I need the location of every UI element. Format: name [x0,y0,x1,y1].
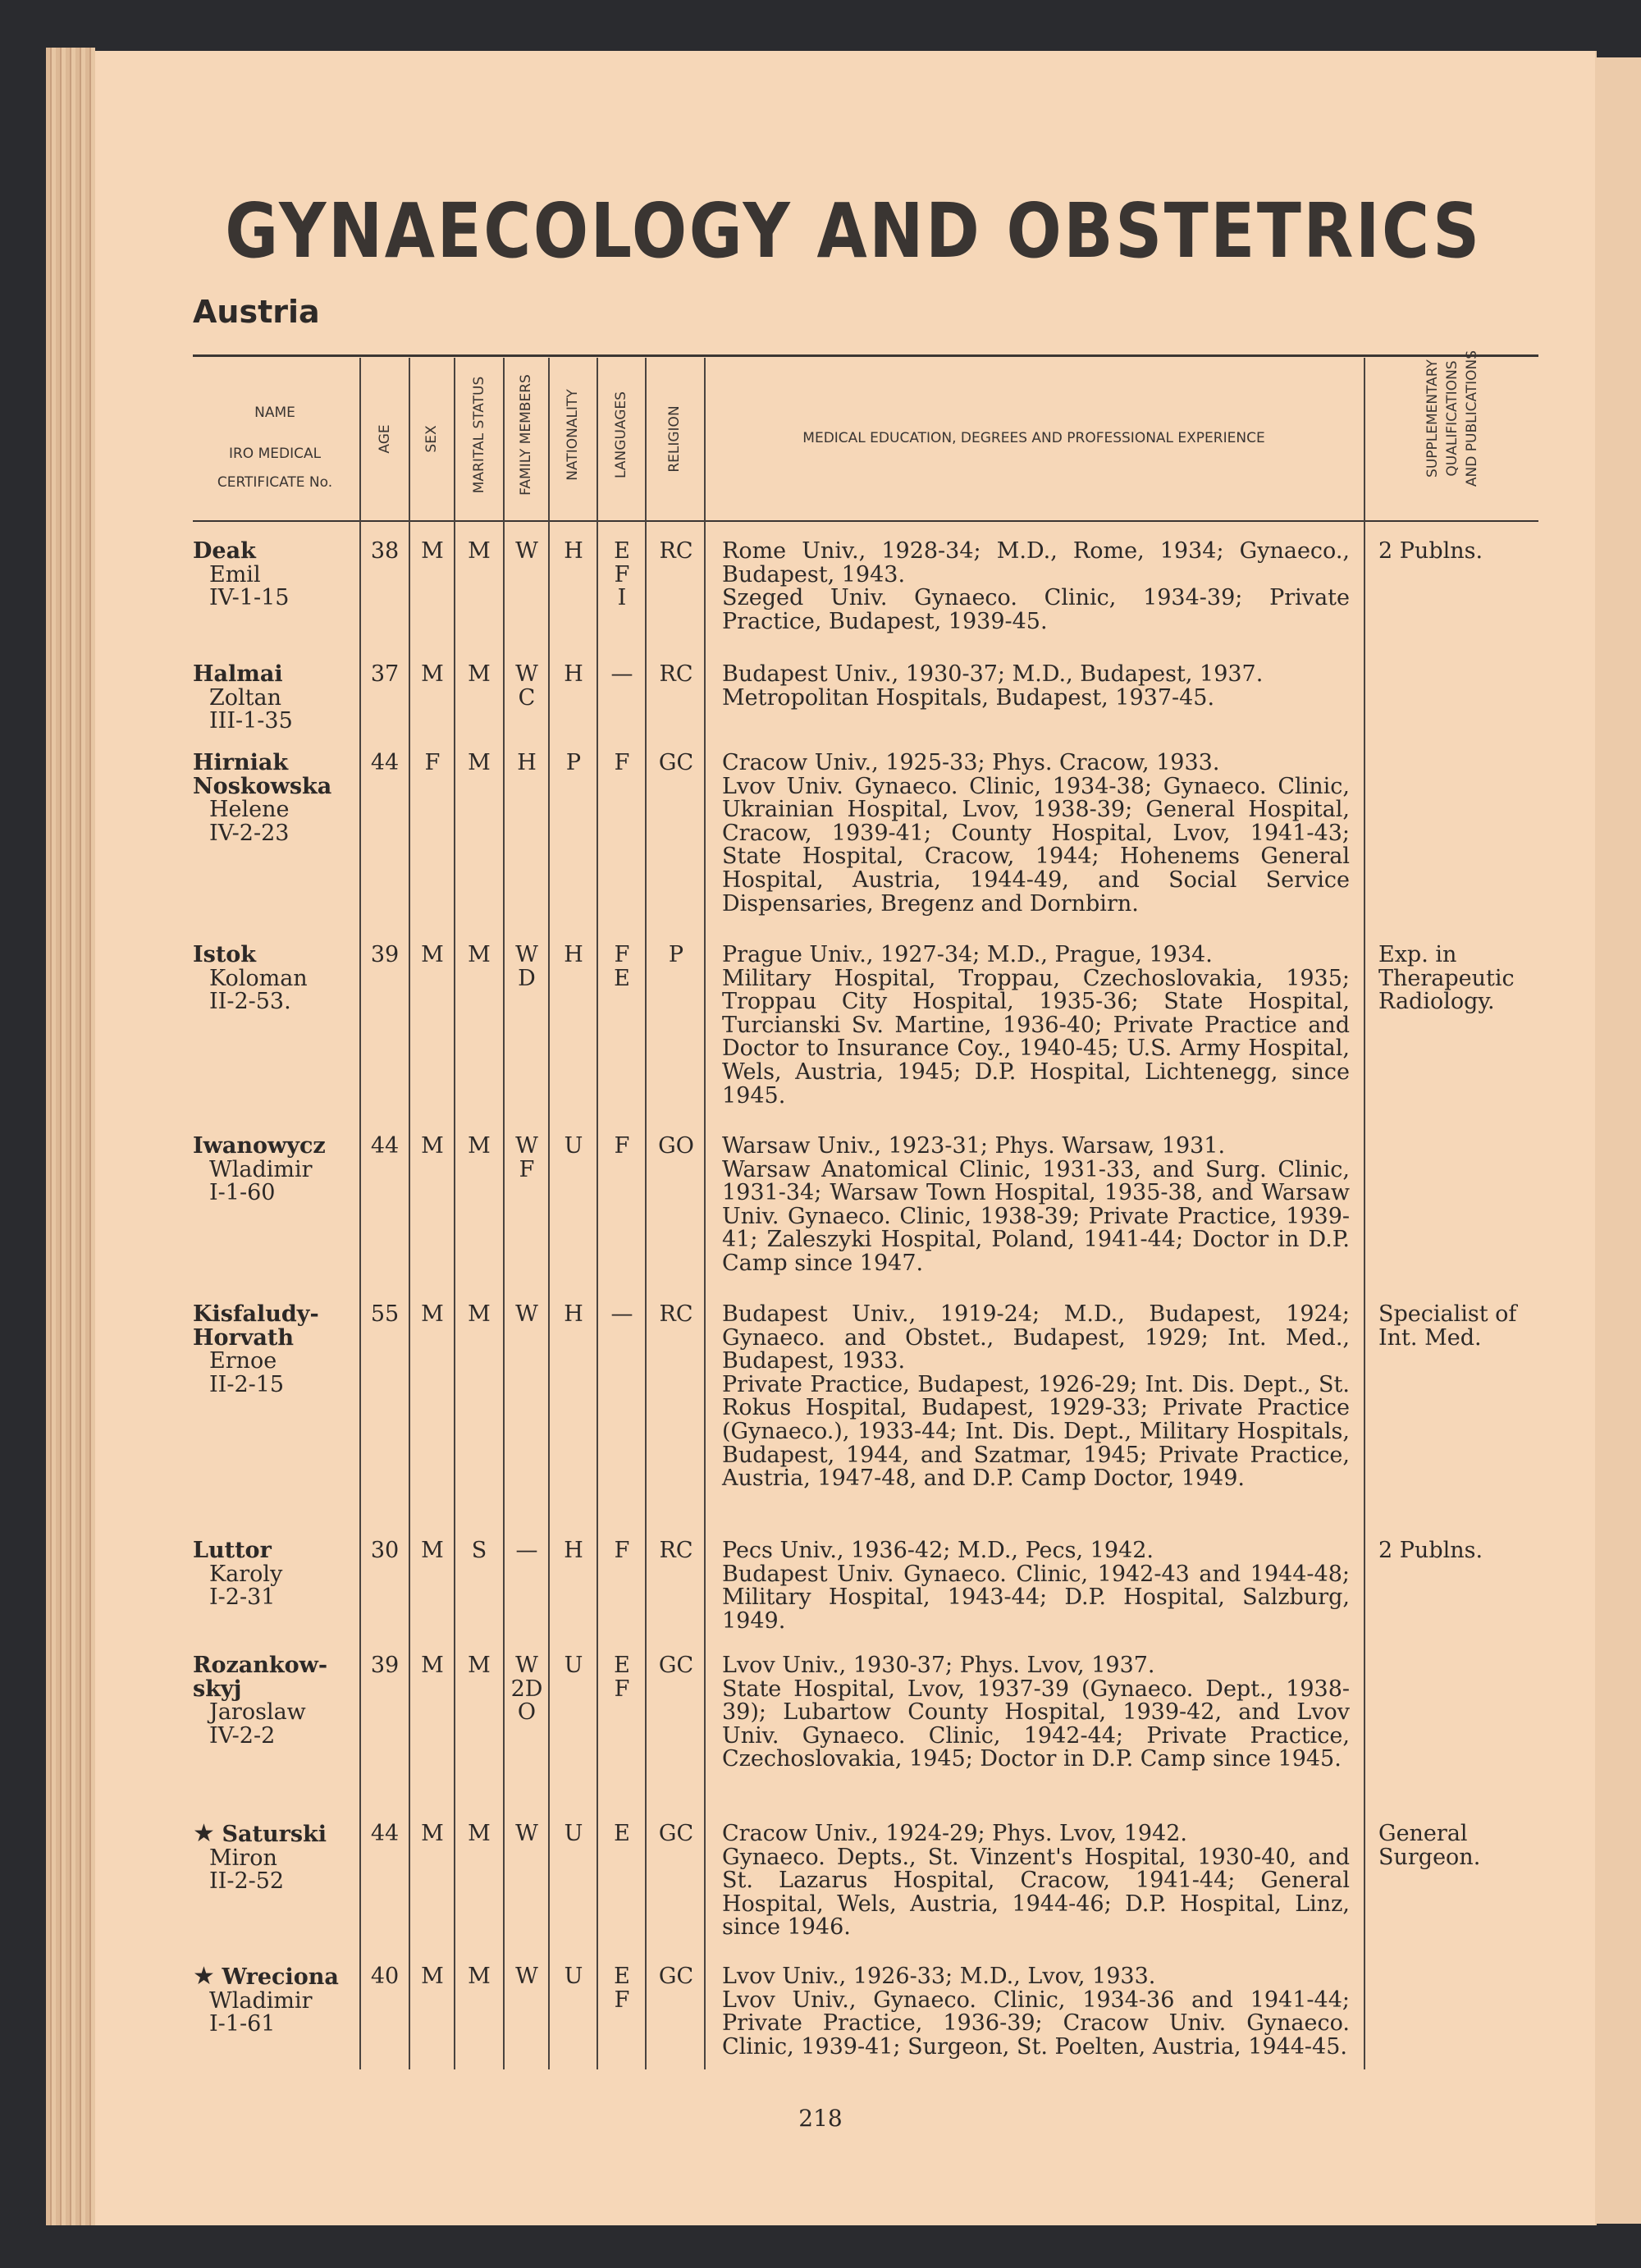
age-cell: 44 [370,1821,400,1846]
certificate-number: II-2-52 [209,1868,285,1895]
nationality-cell: U [564,1964,583,1989]
nationality-cell: H [564,661,583,687]
education-paragraph: Pecs Univ., 1936-42; M.D., Pecs, 1942. [722,1538,1154,1563]
languages-cell: E [614,1821,630,1846]
age-cell: 44 [370,750,400,775]
marital-cell: M [468,1964,491,1989]
surname: Iwanowycz [193,1133,326,1159]
nationality-cell: P [565,750,582,775]
header-family-members: FAMILY MEMBERS [518,374,534,496]
column-divider [548,358,550,2069]
sex-cell: M [421,1821,444,1846]
surname: Kisfaludy- [193,1301,319,1327]
education-cell [722,1135,1350,1276]
education-cell [722,663,1350,710]
sex-cell: F [424,750,441,775]
name-cell [193,1135,357,1205]
marital-cell: M [468,1821,491,1846]
religion-cell: GC [658,750,694,775]
supplementary-cell: 2 Publns. [1378,1538,1483,1563]
religion-cell: GC [658,1821,694,1846]
surname: Noskowska [193,773,332,799]
languages-cell: E F [614,1653,630,1702]
surname: skyj [193,1676,242,1702]
family-cell: — [515,1538,538,1563]
age-cell: 39 [370,942,400,967]
languages-cell: E F I [614,538,630,611]
marital-cell: M [468,1133,491,1159]
marital-cell: M [468,661,491,687]
name-cell [193,663,357,734]
header-supp-line2: QUALIFICATIONS [1444,360,1460,477]
education-cell [722,1654,1350,1772]
country-heading: Austria [193,294,320,330]
education-paragraph: Budapest Univ., 1930-37; M.D., Budapest, 1937. [722,661,1264,687]
religion-cell: RC [659,1301,693,1327]
header-languages: LANGUAGES [613,391,629,478]
marital-cell: M [468,538,491,564]
religion-cell: GC [658,1964,694,1989]
certificate-number: I-1-60 [209,1180,276,1206]
header-name [193,392,357,491]
header-supp-line1: SUPPLEMENTARY [1424,359,1441,478]
family-cell: W F [515,1133,538,1182]
education-cell [722,1539,1350,1633]
surname: Horvath [193,1324,295,1351]
education-paragraph: Rome Univ., 1928-34; M.D., Rome, 1934; Gynaeco., Budapest, 1943. [722,538,1350,588]
certificate-number: IV-1-15 [209,585,290,611]
religion-cell: P [668,942,684,967]
header-supplementary [1423,350,1482,487]
sex-cell: M [421,1964,444,1989]
education-paragraph: Warsaw Univ., 1923-31; Phys. Warsaw, 1931. [722,1133,1226,1159]
column-divider [704,358,706,2069]
supplementary-cell: 2 Publns. [1378,538,1483,564]
family-cell: W [515,1964,538,1989]
certificate-number: I-2-31 [209,1584,276,1611]
surname: Wreciona [222,1964,339,1990]
education-cell [722,752,1350,916]
certificate-number: II-2-53. [209,989,291,1015]
languages-cell: — [610,1301,633,1327]
education-paragraph: Private Practice, Budapest, 1926-29; Int. Dis. Dept., St. Rokus Hospital, Budapest, 1929-33; Private Practice (Gynaeco.), 1933-44; Int. Dis. Dept., Military Hospitals, Budapest, 1944, and Szatmar, 1945; Private Practice, Austria, 1947-48, and D.P. Camp Doctor, 1949. [722,1371,1350,1492]
given-name: Miron [209,1845,277,1871]
given-name: Karoly [209,1561,283,1587]
table-header-rule [193,520,1538,522]
page-number: 218 [798,2105,843,2132]
education-cell [722,1822,1350,1940]
age-cell: 39 [370,1653,400,1678]
age-cell: 44 [370,1133,400,1159]
age-cell: 30 [370,1538,400,1563]
education-paragraph: Budapest Univ., 1919-24; M.D., Budapest, 1924; Gynaeco. and Obstet., Budapest, 1929; Int. Med., Budapest, 1933. [722,1301,1350,1374]
family-cell: W [515,1301,538,1327]
sex-cell: M [421,1538,444,1563]
languages-cell: E F [614,1964,630,2013]
marital-cell: M [468,1653,491,1678]
name-cell [193,1962,357,2037]
certificate-number: III-1-35 [209,708,293,734]
column-divider [409,358,410,2069]
nationality-cell: H [564,942,583,967]
given-name: Helene [209,797,290,823]
header-age: AGE [377,424,393,454]
family-cell: W C [515,661,538,711]
given-name: Ernoe [209,1348,277,1374]
sex-cell: M [421,942,444,967]
education-cell [722,944,1350,1108]
languages-cell: F E [614,942,630,991]
header-name-line3: CERTIFICATE No. [217,474,333,491]
education-paragraph: Lvov Univ. Gynaeco. Clinic, 1934-38; Gynaeco. Clinic, Ukrainian Hospital, Lvov, 1938-39; General Hospital, Cracow, 1939-41; County Hospital, Lvov, 1941-43; State Hospital, Cracow, 1944; Hohenems General Hospital, Austria, 1944-49, and Social Service Dispensaries, Bregenz and Dornbirn. [722,773,1350,917]
page-title: GYNAECOLOGY AND OBSTETRICS [225,187,1482,275]
languages-cell: F [614,1538,630,1563]
nationality-cell: U [564,1133,583,1159]
family-cell: H [517,750,537,775]
header-name-line1: NAME [254,405,295,421]
surname: Deak [193,538,256,564]
religion-cell: RC [659,538,693,564]
certificate-number: II-2-15 [209,1371,285,1397]
header-nationality: NATIONALITY [565,389,581,481]
religion-cell: GO [658,1133,694,1159]
education-paragraph: State Hospital, Lvov, 1937-39 (Gynaeco. Dept., 1938-39); Lubartow County Hospital, 1939-42, and Lvov Univ. Gynaeco. Clinic, 1942-44; Private Practice, Czechoslovakia, 1945; Doctor in D.P. Camp since 1945. [722,1676,1350,1772]
page-stack-edge [46,48,95,2225]
education-paragraph: Budapest Univ. Gynaeco. Clinic, 1942-43 and 1944-48; Military Hospital, 1943-44; D.P. Hospital, Salzburg, 1949. [722,1561,1350,1634]
nationality-cell: H [564,1301,583,1327]
sex-cell: M [421,661,444,687]
given-name: Koloman [209,965,308,991]
surname: Halmai [193,661,283,687]
column-divider [1364,358,1365,2069]
education-paragraph: Warsaw Anatomical Clinic, 1931-33, and Surg. Clinic, 1931-34; Warsaw Town Hospital, 1935-38, and Warsaw Univ. Gynaeco. Clinic, 1938-39; Private Practice, 1939-41; Zaleszyki Hospital, Poland, 1941-44; Doctor in D.P. Camp since 1947. [722,1156,1350,1276]
education-cell [722,1303,1350,1491]
age-cell: 38 [370,538,400,564]
marital-cell: M [468,942,491,967]
nationality-cell: U [564,1821,583,1846]
education-paragraph: Szeged Univ. Gynaeco. Clinic, 1934-39; Private Practice, Budapest, 1939-45. [722,585,1350,634]
family-cell: W [515,538,538,564]
sex-cell: M [421,538,444,564]
given-name: Wladimir [209,1987,313,2014]
education-paragraph: Metropolitan Hospitals, Budapest, 1937-45. [722,684,1215,711]
age-cell: 55 [370,1301,400,1327]
education-paragraph: Prague Univ., 1927-34; M.D., Prague, 1934. [722,942,1213,967]
header-education: MEDICAL EDUCATION, DEGREES AND PROFESSIONAL EXPERIENCE [802,430,1265,446]
supplementary-cell: Exp. in Therapeutic Radiology. [1378,942,1515,1015]
languages-cell: F [614,750,630,775]
education-cell [722,1965,1350,2059]
education-paragraph: Cracow Univ., 1925-33; Phys. Cracow, 1933. [722,750,1220,775]
table-top-rule [193,354,1538,357]
certificate-number: I-1-61 [209,2011,276,2037]
header-sex: SEX [423,425,440,453]
name-cell [193,1539,357,1610]
nationality-cell: H [564,538,583,564]
certificate-number: IV-2-23 [209,820,290,846]
column-divider [645,358,647,2069]
marital-cell: M [468,750,491,775]
education-paragraph: Lvov Univ., Gynaeco. Clinic, 1934-36 and 1941-44; Private Practice, 1936-39; Cracow Univ. Gynaeco. Clinic, 1939-41; Surgeon, St. Poelten, Austria, 1944-45. [722,1987,1350,2060]
column-divider [454,358,455,2069]
star-icon: ★ [193,1962,215,1991]
surname: Saturski [222,1822,327,1847]
given-name: Jaroslaw [209,1699,306,1726]
name-cell [193,1819,357,1895]
adjacent-page-edge [1595,57,1641,2224]
star-icon: ★ [193,1819,215,1848]
education-paragraph: Military Hospital, Troppau, Czechoslovakia, 1935; Troppau City Hospital, 1935-36; State Hospital, Turcianski Sv. Martine, 1936-40; Private Practice and Doctor to Insurance Coy., 1940-45; U.S. Army Hospital, Wels, Austria, 1945; D.P. Hospital, Lichtenegg, since 1945. [722,965,1350,1109]
education-paragraph: Lvov Univ., 1930-37; Phys. Lvov, 1937. [722,1653,1155,1678]
languages-cell: F [614,1133,630,1159]
marital-cell: S [471,1538,487,1563]
religion-cell: RC [659,1538,693,1563]
education-paragraph: Cracow Univ., 1924-29; Phys. Lvov, 1942. [722,1821,1187,1846]
column-divider [597,358,598,2069]
name-cell [193,1654,357,1748]
header-supp-line3: AND PUBLICATIONS [1464,350,1480,487]
education-cell [722,540,1350,633]
surname: Istok [193,942,257,967]
nationality-cell: U [564,1653,583,1678]
family-cell: W 2D O [510,1653,543,1726]
header-marital-status: MARITAL STATUS [471,376,487,494]
header-religion: RELIGION [666,405,683,473]
sex-cell: M [421,1133,444,1159]
family-cell: W [515,1821,538,1846]
education-paragraph: Lvov Univ., 1926-33; M.D., Lvov, 1933. [722,1964,1156,1989]
sex-cell: M [421,1653,444,1678]
age-cell: 37 [370,661,400,687]
certificate-number: IV-2-2 [209,1722,276,1749]
religion-cell: RC [659,661,693,687]
languages-cell: — [610,661,633,687]
family-cell: W D [515,942,538,991]
education-paragraph: Gynaeco. Depts., St. Vinzent's Hospital, 1930-40, and St. Lazarus Hospital, Cracow, 1941-44; General Hospital, Wels, Austria, 1944-46; D.P. Hospital, Linz, since 1946. [722,1844,1350,1941]
surname: Rozankow- [193,1653,328,1678]
surname: Luttor [193,1538,272,1563]
nationality-cell: H [564,1538,583,1563]
name-cell [193,752,357,845]
header-name-line2: IRO MEDICAL [228,446,322,462]
column-divider [503,358,505,2069]
given-name: Emil [209,561,261,588]
column-divider [359,358,361,2069]
marital-cell: M [468,1301,491,1327]
religion-cell: GC [658,1653,694,1678]
sex-cell: M [421,1301,444,1327]
name-cell [193,540,357,610]
given-name: Zoltan [209,684,281,711]
name-cell [193,1303,357,1397]
supplementary-cell: Specialist of Int. Med. [1378,1301,1517,1351]
supplementary-cell: General Surgeon. [1378,1821,1481,1870]
given-name: Wladimir [209,1156,313,1182]
surname: Hirniak [193,750,289,775]
name-cell [193,944,357,1014]
age-cell: 40 [370,1964,400,1989]
